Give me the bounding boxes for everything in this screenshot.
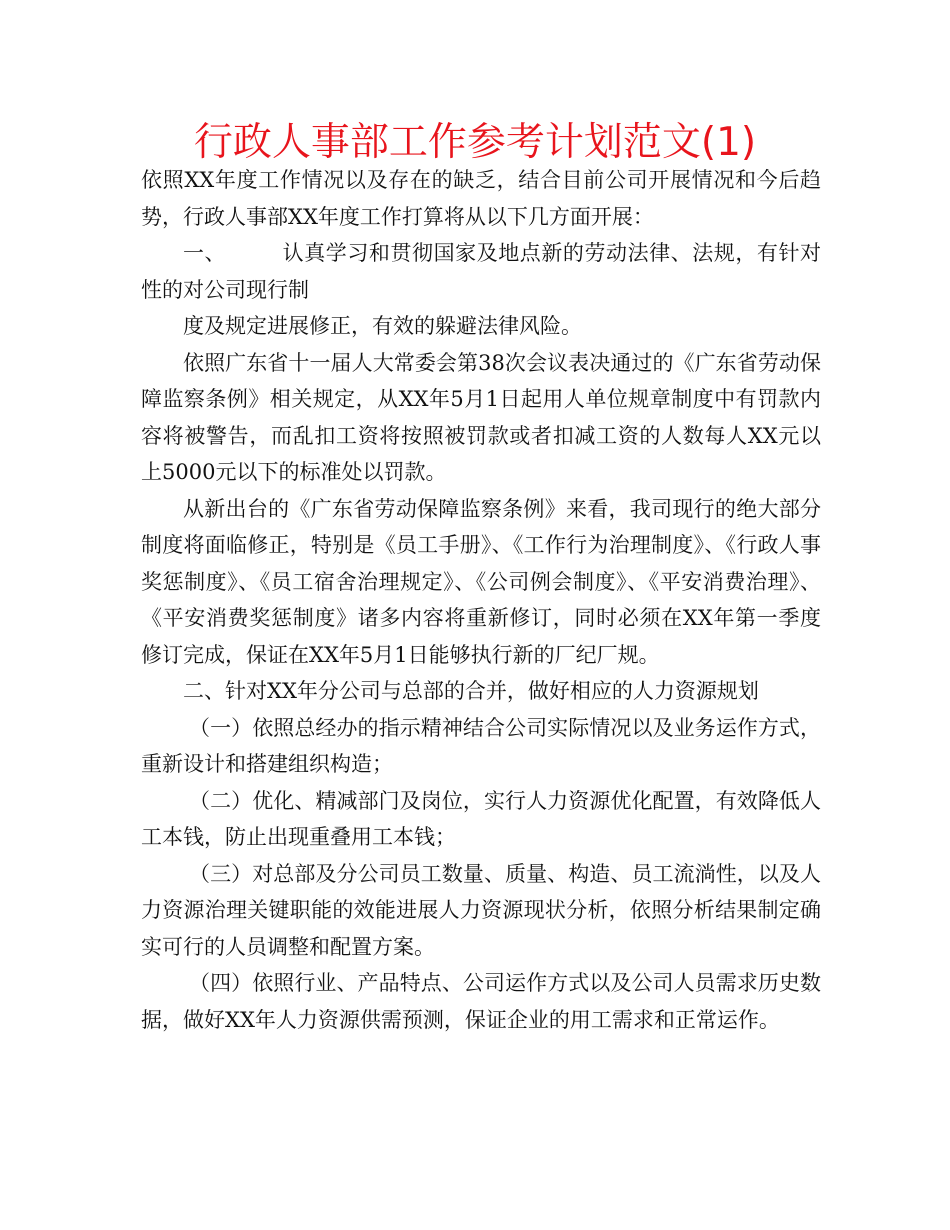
document-body: [141, 162, 821, 1038]
intro-paragraph: 依照XX年度工作情况以及存在的缺乏，结合目前公司开展情况和今后趋势，行政人事部XX年度工作打算将从以下几方面开展：: [141, 168, 821, 229]
list-item-2: （二）优化、精减部门及岗位，实行人力资源优化配置，有效降低人工本钱，防止出现重叠用工本钱；: [141, 788, 821, 849]
section-1-continued: 度及规定进展修正，有效的躲避法律风险。: [183, 314, 582, 338]
list-item-3: （三）对总部及分公司员工数量、质量、构造、员工流淌性，以及人力资源治理关键职能的效能进展人力资源现状分析，依照分析结果制定确实可行的人员调整和配置方案。: [141, 861, 821, 959]
regulation-paragraph: 依照广东省十一届人大常委会第38次会议表决通过的《广东省劳动保障监察条例》相关规定，从XX年5月1日起用人单位规章制度中有罚款内容将被警告，而乱扣工资将按照被罚款或者扣减工资的人数每人XX元以上5000元以下的标准处以罚款。: [141, 350, 821, 484]
document-title: 行政人事部工作参考计划范文(1): [193, 120, 757, 165]
revision-paragraph: 从新出台的《广东省劳动保障监察条例》来看，我司现行的绝大部分制度将面临修正，特别是《员工手册》、《工作行为治理制度》、《行政人事奖惩制度》、《员工宿舍治理规定》、《公司例会制度》、《平安消费治理》、《平安消费奖惩制度》诸多内容将重新修订，同时必须在XX年第一季度修订完成，保证在XX年5月1日能够执行新的厂纪厂规。: [141, 496, 821, 667]
section-1-heading-text: 认真学习和贯彻国家及地点新的劳动法律、法规，有针对性的对公司现行制: [141, 241, 822, 302]
section-1-number: 一、: [183, 241, 227, 265]
list-item-1: （一）依照总经办的指示精神结合公司实际情况以及业务运作方式，重新设计和搭建组织构造；: [141, 715, 821, 776]
section-2-heading: 二、针对XX年分公司与总部的合并，做好相应的人力资源规划: [183, 679, 759, 703]
section-1-heading: [141, 235, 821, 308]
list-item-4: （四）依照行业、产品特点、公司运作方式以及公司人员需求历史数据，做好XX年人力资源供需预测，保证企业的用工需求和正常运作。: [141, 971, 821, 1032]
